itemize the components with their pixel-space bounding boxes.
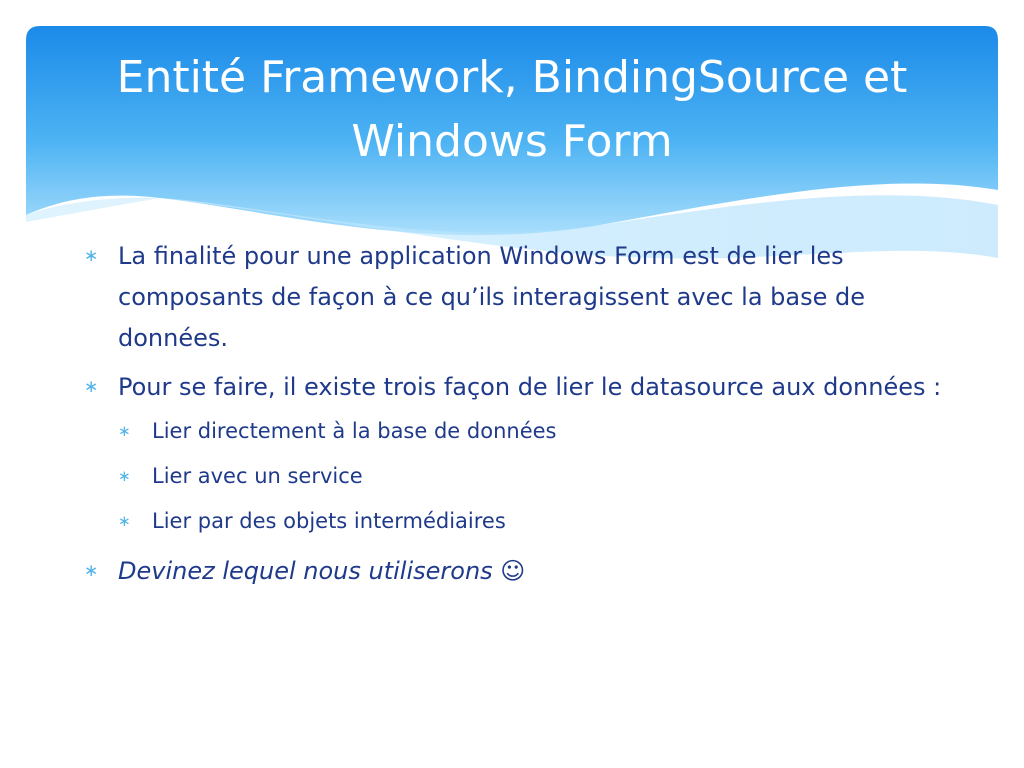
sub-bullet-text: Lier directement à la base de données xyxy=(152,419,557,443)
bullet-asterisk-icon: ∗ xyxy=(84,377,99,397)
sub-bullet-text: Lier par des objets intermédiaires xyxy=(152,509,506,533)
bullet-list-end xyxy=(84,551,964,592)
slide-title-line-1: Entité Framework, BindingSource et xyxy=(116,52,908,103)
sub-bullet-asterisk-icon: ∗ xyxy=(118,467,131,485)
sub-bullet-item xyxy=(118,461,964,491)
sub-bullet-text: Lier avec un service xyxy=(152,464,363,488)
bullet-item xyxy=(84,551,964,592)
bullet-item xyxy=(84,236,964,359)
sub-bullet-asterisk-icon: ∗ xyxy=(118,512,131,530)
sub-bullet-item xyxy=(118,416,964,446)
bullet-asterisk-icon: ∗ xyxy=(84,246,99,266)
bullet-item xyxy=(84,367,964,408)
bullet-list xyxy=(84,236,964,408)
bullet-asterisk-icon: ∗ xyxy=(84,561,99,581)
sub-bullet-asterisk-icon: ∗ xyxy=(118,422,131,440)
bullet-text-italic: Devinez lequel nous utiliserons ☺ xyxy=(118,557,526,585)
sub-bullet-list xyxy=(84,416,964,536)
bullet-text: Pour se faire, il existe trois façon de lier le datasource aux données : xyxy=(118,373,942,401)
slide-body xyxy=(84,236,964,600)
bullet-text: La finalité pour une application Windows Form est de lier les composants de façon à ce qu’ils interagissent avec la base de données. xyxy=(118,242,866,352)
slide-title-line-2: Windows Form xyxy=(351,116,673,167)
sub-bullet-item xyxy=(118,506,964,536)
slide-title xyxy=(40,46,984,174)
